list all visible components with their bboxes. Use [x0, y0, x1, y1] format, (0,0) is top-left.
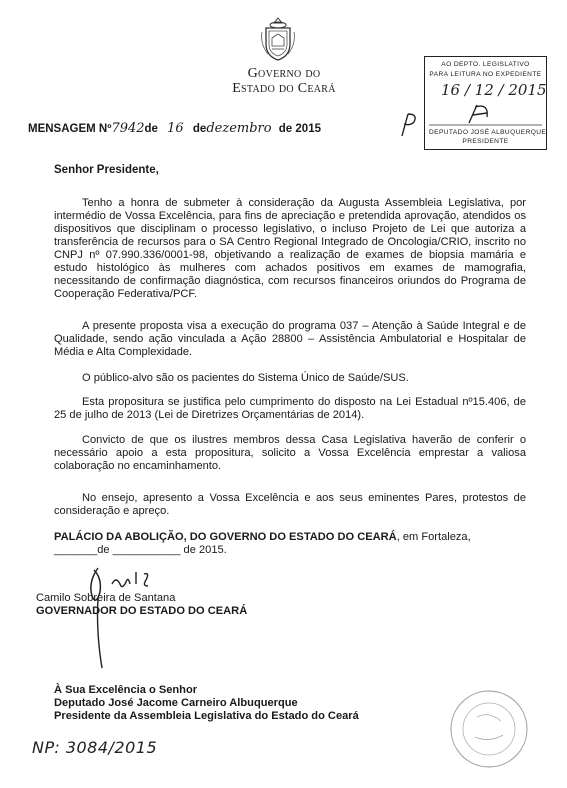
message-day: 16 — [167, 121, 184, 136]
paragraph-1: Tenho a honra de submeter à consideração da Augusta Assembleia Legislativa, por intermédio de Vossa Excelência, para fins de apreciação e pretendida aprovação, atendidos os dispositivos que disciplinam o processo legislativo, o incluso Projeto de Lei que autoriza a transferência de recursos para o SA Centro Regional Integrado de Oncologia/CRIO, inscrito no CNPJ nº 07.990.336/0001-98, objetivando a realização de exames de biopsia mamária e estudo histológico às mulheres com achados positivos em exames de mamografia, necessitando de confirmação diagnóstica, com recursos financeiros oriundos do Programa de Cooperação Federativa/PCF. — [54, 197, 526, 300]
protocol-note: NP: 3084/2015 — [32, 738, 158, 757]
stamp-handwritten-date: 16 / 12 / 2015 — [441, 81, 547, 99]
governor-name: Camilo Sobreira de Santana — [36, 592, 176, 604]
message-de1: de — [144, 123, 158, 135]
government-title-line2: Estado do Ceará — [232, 81, 336, 96]
message-de3: de — [278, 123, 293, 135]
stamp-line-reading: PARA LEITURA NO EXPEDIENTE — [429, 71, 542, 78]
message-de2: de — [192, 123, 207, 135]
governor-title: GOVERNADOR DO ESTADO DO CEARÁ — [36, 605, 248, 617]
paragraph-4: Esta propositura se justifica pelo cumprimento do disposto na Lei Estadual nº15.406, de 25 de julho de 2013 (Lei de Diretrizes Orçamentárias de 2014). — [54, 396, 526, 421]
closing-date-line: _______de ___________ de 2015. — [54, 544, 227, 556]
closing-city: , em Fortaleza, — [396, 531, 471, 543]
paragraph-6: No ensejo, apresento a Vossa Excelência e aos seus eminentes Pares, protestos de consideração e apreço. — [54, 492, 526, 517]
stamp-signature-mark — [429, 101, 542, 127]
closing-palace: PALÁCIO DA ABOLIÇÃO, DO GOVERNO DO ESTADO DO CEARÁ — [54, 531, 397, 543]
message-month: dezembro — [206, 121, 272, 136]
stamp-line-president: PRESIDENTE — [462, 138, 509, 145]
stamp-line-department: AO DEPTO. LEGISLATIVO — [441, 61, 530, 68]
reception-stamp — [424, 56, 547, 150]
state-coat-of-arms — [258, 16, 298, 62]
governor-handwritten-signature — [84, 562, 160, 672]
closing-palace-line — [54, 531, 471, 543]
paragraph-3: O público-alvo são os pacientes do Sistema Único de Saúde/SUS. — [82, 372, 409, 384]
recipient-line3: Presidente da Assembleia Legislativa do Estado do Ceará — [54, 710, 359, 722]
recipient-line2: Deputado José Jacome Carneiro Albuquerque — [54, 697, 298, 709]
salutation: Senhor Presidente, — [54, 164, 159, 176]
round-protocol-stamp — [447, 687, 531, 771]
government-title-line1: Governo do — [247, 66, 321, 81]
paragraph-5: Convicto de que os ilustres membros dessa Casa Legislativa haverão de conferir o necessário apoio a esta propositura, solicito a Vossa Excelência emprestar a valiosa colaboração no encaminhamento. — [54, 434, 526, 472]
recipient-line1: À Sua Excelência o Senhor — [54, 684, 198, 696]
paragraph-2: A presente proposta visa a execução do programa 037 – Atenção à Saúde Integral e de Qualidade, sendo ação vinculada a Ação 28800 – Assistência Ambulatorial e Hospitalar de Média e Alta Complexidade. — [54, 320, 526, 358]
message-header — [28, 121, 321, 136]
stamp-line-deputy: DEPUTADO JOSÉ ALBUQUERQUE — [429, 129, 547, 136]
message-year: 2015 — [295, 123, 321, 135]
stamp-side-mark — [396, 112, 424, 138]
message-label: MENSAGEM Nº — [28, 123, 112, 135]
message-number: 7942 — [111, 121, 145, 136]
